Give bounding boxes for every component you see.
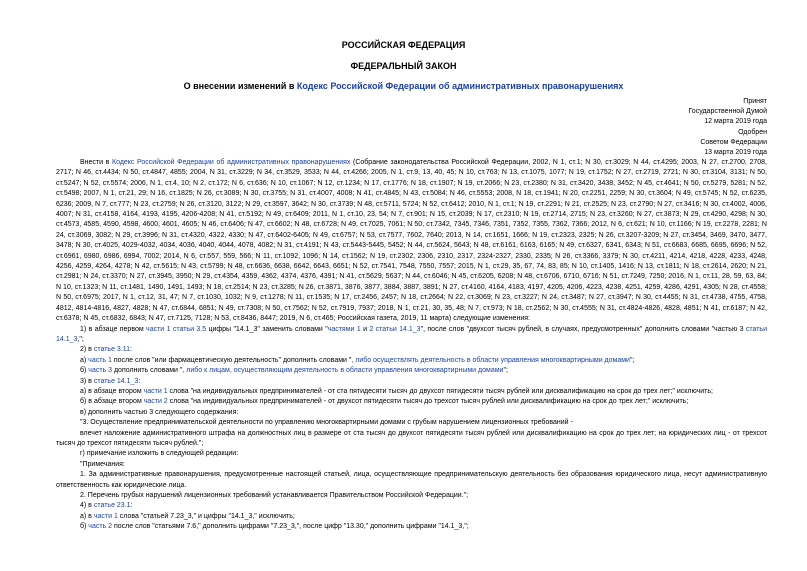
item-text: б) в абзаце втором (80, 398, 144, 406)
item-text: а) в (80, 512, 94, 520)
item-link[interactable]: часть 1 (88, 356, 112, 364)
law-body (56, 158, 767, 533)
item-text: 2) в (80, 346, 94, 354)
item-3b (56, 397, 767, 407)
item-text: "; (503, 367, 508, 375)
item-3-notes-heading: "Примечания: (80, 460, 125, 468)
item-3c: в) дополнить частью 3 следующего содержания: (80, 408, 239, 416)
item-text: б) (80, 523, 89, 531)
item-link[interactable]: части 1 (143, 387, 168, 395)
law-title-prefix: О внесении изменений в (183, 81, 297, 91)
item-3a (56, 387, 767, 397)
item-text: : (130, 346, 132, 354)
item-text: б) (80, 367, 89, 375)
approved-label: Одобрен (738, 128, 767, 136)
item-3-quote-2: влечет наложение административного штрафа на должностных лиц в размере от ста тысяч до двухсот пятидесяти тысяч рублей или дисквалификацию на срок до трех лет; на юридических лиц - от трехсот тысяч до трехсот пятидесяти тысяч рублей."; (56, 429, 767, 447)
item-link[interactable]: статье 14.1_3 (93, 377, 139, 385)
item-text: ,"; (77, 335, 84, 343)
item-1 (56, 325, 767, 346)
item-text: 1) в абзаце первом (80, 325, 147, 333)
adopted-date: 12 марта 2019 года (704, 118, 767, 126)
item-link[interactable]: части 1 (93, 512, 118, 520)
item-text: : (138, 377, 141, 385)
intro-code-link[interactable]: Кодекс Российской Федерации об административных правонарушениях (112, 159, 351, 166)
approved-date: 13 марта 2019 года (704, 149, 767, 157)
item-text: после слов "или фармацевтическую деятельность" дополнить словами " (111, 356, 352, 364)
adopted-by: Государственной Думой (688, 108, 767, 116)
item-text: и (360, 325, 370, 333)
code-link[interactable]: Кодекс Российской Федерации об административных правонарушениях (296, 81, 624, 91)
item-text: а) в абзаце втором (80, 387, 144, 395)
item-link[interactable]: , либо осуществлять деятельность в области управления многоквартирными домами (351, 356, 630, 364)
intro-paragraph (56, 158, 767, 325)
item-2b (56, 366, 767, 376)
item-4a (56, 512, 767, 522)
item-link[interactable]: статье 3.11 (93, 346, 131, 354)
item-4b (56, 522, 767, 532)
item-2 (56, 345, 767, 355)
intro-sources: (Собрание законодательства Российской Федерации, 2002, N 1, ст.1; N 30, ст.3029; N 44, ст.4295; 2003, N 27, ст.2700, 2708, 2717; N 46, ст.4434; N 50, ст.4847, 4855; 2004, N 31, ст.3229; N 34, ст.3529, 3533; N 44, ст.4266; 2005, N 1, ст.9, 13, 40, 45; N 10, ст.763; N 13, ст.1075, 1077; N 19, ст.1752; N 27, ст.2719, 2721; N 30, ст.3104, 3131; N 50, ст.5247; N 52, ст.5574; 2006, N 1, ст.4, 10; N 2, ст.172; N 6, ст.636; N 10, ст.1067; N 12, ст.1234; N 17, ст.1776; N 18, ст.1907; N 19, ст.2066; N 23, ст.2380; N 31, ст.3420, 3438, 3452; N 45, ст.4641; N 50, ст.5279, 5281; N 52, ст.5498; 2007, N 1, ст.21, 29; N 16, ст.1825; N 26, ст.3089; N 30, ст.3755; N 31, ст.4007, 4008; N 41, ст.4845; N 43, ст.5084; N 46, ст.5553; 2008, N 18, ст.1941; N 20, ст.2251, 2259; N 30, ст.3604; N 49, ст.5745; N 52, ст.6235, 6236; 2009, N 7, ст.777; N 23, ст.2759; N 26, ст.3120, 3122; N 29, ст.3597, 3642; N 30, ст.3739; N 48, ст.5711, 5724; N 52, ст.6412; 2010, N 1, ст.1; N 19, ст.2291; N 21, ст.2525; N 23, ст.2790; N 27, ст.3416; N 30, ст.4002, 4006, 4007; N 31, ст.4158, 4164, 4193, 4195, 4206-4208; N 41, ст.5192; N 49, ст.6409; 2011, N 1, ст.10, 23, 54; N 7, ст.901; N 15, ст.2039; N 17, ст.2310; N 19, ст.2714, 2715; N 23, ст.3260; N 27, ст.3873; N 29, ст.4290, 4298; N 30, ст.4573, 4585, 4590, 4598, 4600, 4601, 4605; N 46, ст.6406; N 47, ст.6602; N 48, ст.6728; N 49, ст.7025, 7061; N 50, ст.7342, 7345, 7346, 7351, 7352, 7355, 7362, 7366; 2012, N 6, ст.621; N 10, ст.1166; N 19, ст.2278, 2281; N 24, ст.3069, 3082; N 29, ст.3996; N 31, ст.4320, 4322, 4330; N 47, ст.6402-6405; N 49, ст.6757; N 53, ст.7577, 7602, 7640; 2013, N 14, ст.1651, 1666; N 19, ст.2323, 2325; N 26, ст.3207-3209; N 27, ст.3454, 3469, 3470, 3477, 3478; N 30, ст.4025, 4029-4032, 4034, 4036, 4040, 4044, 4078, 4082; N 31, ст.4191; N 43, ст.5443-5445, 5452; N 44, ст.5624, 5643; N 48, ст.6161, 6163, 6165; N 49, ст.6327, 6341, 6343; N 51, ст.6683, 6685, 6695, 6696; N 52, ст.6961, 6980, 6986, 6994, 7002; 2014, N 6, ст.557, 559, 566; N 11, ст.1092, 1096; N 14, ст.1562; N 19, ст.2302, 2306, 2310, 2317, 2324-2327, 2330, 2335; N 26, ст.3366, 3379; N 30, ст.4211, 4214, 4218, 4228, 4233, 4248, 4256, 4259, 4264, 4278; N 42, ст.5615; N 43, ст.5799; N 48, ст.6636, 6638, 6642, 6643, 6651; N 52, ст.7541, 7548, 7550, 7557; 2015, N 1, ст.29, 35, 67, 74, 83, 85; N 10, ст.1405, 1416; N 13, ст.1811; N 18, ст.2614, 2620; N 21, ст.2981; N 24, ст.3370; N 27, ст.3945, 3950; N 29, ст.4354, 4359, 4362, 4374, 4376, 4391; N 41, ст.5629, 5637; N 44, ст.6046; N 45, ст.6205, 6208; N 48, ст.6706, 6710, 6716; N 51, ст.7249, 7250; 2016, N 1, ст.11, 28, 59, 63, 84; N 10, ст.1323; N 11, ст.1481, 1490, 1491, 1493; N 18, ст.2514; N 23, ст.3285; N 26, ст.3871, 3876, 3877, 3884, 3887, 3891; N 27, ст.4160, 4164, 4183, 4197, 4205, 4206, 4223, 4238, 4251, 4259, 4286, 4291, 4305; N 28, ст.4558; N 50, ст.6975; 2017, N 1, ст.12, 31, 47; N 7, ст.1030, 1032; N 9, ст.1278; N 11, ст.1535; N 17, ст.2456, 2457; N 18, ст.2664; N 22, ст.3069; N 23, ст.3227; N 24, ст.3487; N 27, ст.3947; N 30, ст.4455; N 31, ст.4738, 4755, 4758, 4812, 4814-4816, 4827, 4828; N 47, ст.6844, 6851; N 49, ст.7308; N 50, ст.7562; N 52, ст.7919, 7937; 2018, N 1, ст.21, 30, 35, 48; N 7, ст.973; N 18, ст.2562; N 30, ст.4555; N 31, ст.4824-4826, 4828, 4851; N 41, ст.6187; N 42, ст.6378; N 45, ст.6832, 6843; N 47, ст.7125, 7128; N 53, ст.8436, 8447; 2019, N 6, ст.465; Российская газета, 2019, 11 марта) следующие изменения: (56, 159, 767, 323)
item-text: цифры "14.1_3" заменить словами " (206, 325, 328, 333)
adopted-label: Принят (743, 98, 767, 105)
item-link[interactable]: статье 23.1 (93, 502, 131, 510)
item-link[interactable]: статьи 14.1_3 (56, 325, 767, 343)
item-link[interactable]: части 1 статьи 3.5 (146, 325, 207, 333)
item-text: 4) в (80, 502, 94, 510)
item-text: "; (629, 356, 635, 364)
item-link[interactable]: часть 2 (88, 523, 113, 531)
item-text: : (130, 502, 133, 510)
item-4 (56, 501, 767, 511)
law-title (0, 81, 807, 91)
item-text: слова "на индивидуальных предпринимателей - от ста пятидесяти тысяч до двухсот пятидесяти тысяч рублей или дисквалификацию на срок до трех лет;" исключить; (167, 387, 713, 395)
item-text: дополнить словами " (112, 367, 183, 375)
intro-text: Внести в (80, 159, 112, 166)
item-link[interactable]: 2 статьи 14.1_3 (369, 325, 421, 333)
item-link[interactable]: часть 3 (88, 367, 113, 375)
item-text: ", после слов "двухсот тысяч рублей, в случаях, предусмотренных" дополнить словами "частью 3 (420, 325, 746, 333)
item-text: после слов "статьями 7.6," дополнить цифрами "7.23_3,", после цифр "13.30," дополнить цифрами "14.1_3,"; (112, 523, 469, 531)
item-link[interactable]: , либо к лицам, осуществляющим деятельность в области управления многоквартирными домами (182, 367, 504, 375)
item-link[interactable]: частями 1 (327, 325, 361, 333)
item-text: слова "статьей 7.23_3," и цифры "14.1_3," исключить; (117, 512, 295, 520)
item-link[interactable]: части 2 (143, 398, 168, 406)
item-3-quote-1: "3. Осуществление предпринимательской деятельности по управлению многоквартирными домами с грубым нарушением лицензионных требований - (80, 419, 573, 427)
item-3 (56, 377, 767, 387)
approved-by: Советом Федерации (700, 138, 767, 146)
item-3-note-2: 2. Перечень грубых нарушений лицензионных требований устанавливается Правительством Российской Федерации."; (80, 492, 469, 499)
item-text: слова "на индивидуальных предпринимателей - от двухсот пятидесяти тысяч до трехсот тысяч рублей или дисквалификацию на срок до трех лет;" исключить; (167, 398, 689, 406)
item-3d: г) примечание изложить в следующей редакции: (80, 450, 239, 458)
item-text: а) (80, 356, 89, 364)
federation-heading: РОССИЙСКАЯ ФЕДЕРАЦИЯ (341, 40, 466, 50)
item-3-note-1: 1. За административные правонарушения, предусмотренные настоящей статьей, лица, осуществляющие предпринимательскую деятельность без образования юридического лица, несут административную ответственность как юридические лица. (56, 471, 767, 489)
item-2a (56, 356, 767, 366)
adoption-block (688, 97, 767, 158)
item-text: 3) в (80, 377, 94, 385)
law-type-heading: ФЕДЕРАЛЬНЫЙ ЗАКОН (350, 61, 457, 71)
